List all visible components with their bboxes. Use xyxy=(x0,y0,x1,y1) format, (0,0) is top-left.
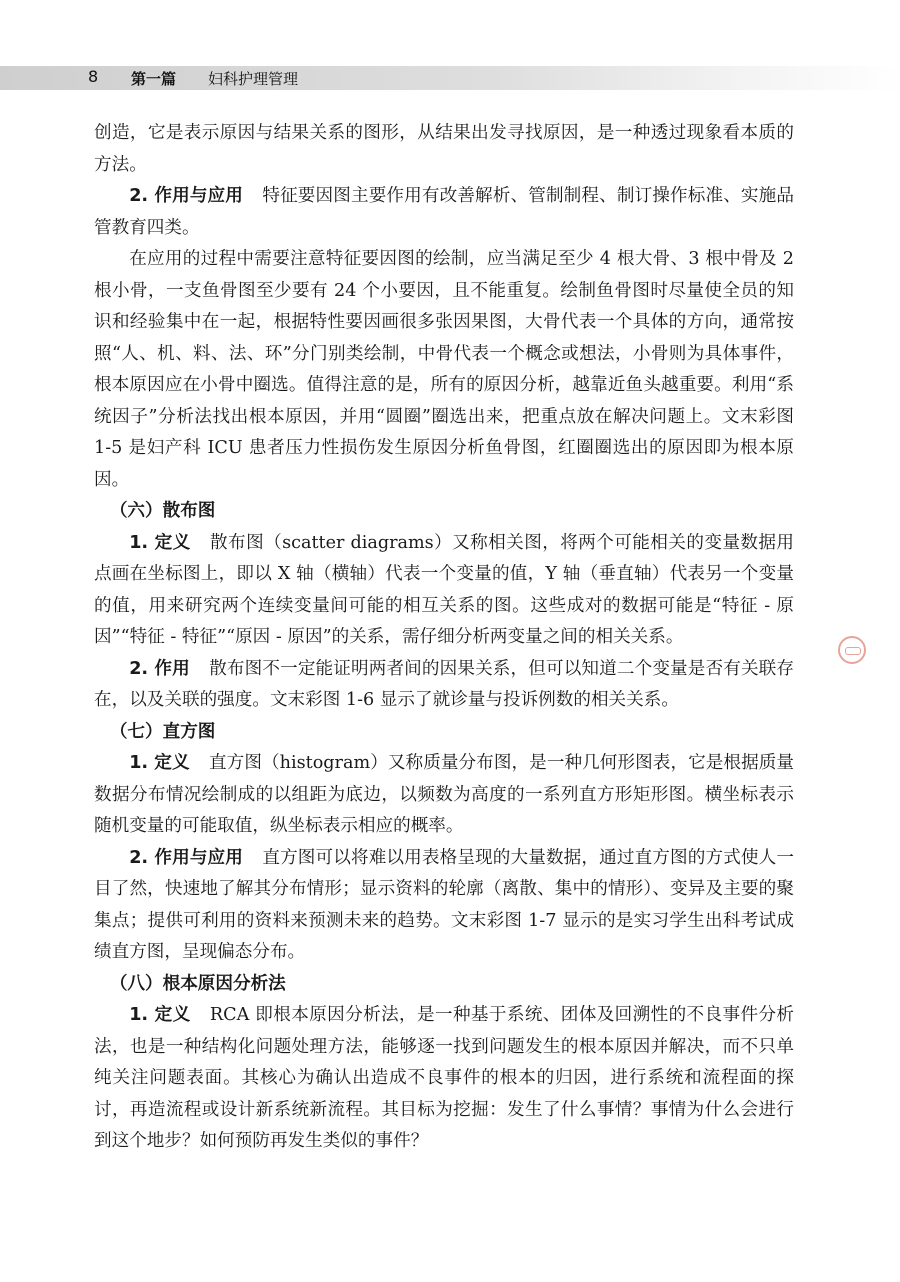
histogram-use-paragraph xyxy=(94,843,794,969)
histogram-use-lead: 2. 作用与应用 xyxy=(129,847,243,868)
scatter-use-paragraph xyxy=(94,654,794,717)
scatter-definition-paragraph xyxy=(94,528,794,654)
rca-definition-paragraph xyxy=(94,1000,794,1158)
scatter-definition-lead: 1. 定义 xyxy=(129,532,191,553)
part-label: 第一篇 xyxy=(131,70,177,88)
page-body xyxy=(94,118,794,1158)
fishbone-use-lead: 2. 作用与应用 xyxy=(129,186,243,206)
histogram-use-text: 直方图可以将难以用表格呈现的大量数据，通过直方图的方式使人一目了然，快速地了解其分布情形；显示资料的轮廓（离散、集中的情形）、变异及主要的聚集点；提供可利用的资料来预测未来的趋势。文末彩图 1-7 显示的是实习学生出科考试成绩直方图，呈现偏态分布。 xyxy=(94,847,794,962)
scatter-definition-text: 散布图（scatter diagrams）又称相关图，将两个可能相关的变量数据用点画在坐标图上，即以 X 轴（横轴）代表一个变量的值，Y 轴（垂直轴）代表另一个变量的值，用来研究两个连续变量间可能的相互关系的图。这些成对的数据可能是“特征 - 原因”“特征 - 特征”“原因 - 原因”的关系，需仔细分析两变量之间的相关关系。 xyxy=(94,532,794,647)
histogram-heading: （七）直方图 xyxy=(109,721,216,742)
scatter-use-text: 散布图不一定能证明两者间的因果关系，但可以知道二个变量是否有关联存在，以及关联的强度。文末彩图 1-6 显示了就诊量与投诉例数的相关关系。 xyxy=(94,658,794,710)
histogram-definition-text: 直方图（histogram）又称质量分布图，是一种几何形图表，它是根据质量数据分布情况绘制成的以组距为底边，以频数为高度的一系列直方形矩形图。横坐标表示随机变量的可能取值，纵坐标表示相应的概率。 xyxy=(94,753,794,836)
intro-paragraph: 创造，它是表示原因与结果关系的图形，从结果出发寻找原因，是一种透过现象看本质的方法。 xyxy=(94,123,794,175)
scatter-use-lead: 2. 作用 xyxy=(129,658,190,679)
chapter-title: 妇科护理管理 xyxy=(208,70,299,88)
fishbone-use-paragraph xyxy=(94,181,794,244)
fishbone-use-text: 特征要因图主要作用有改善解析、管制制程、制订操作标准、实施品管教育四类。 xyxy=(94,186,794,238)
page-number: 8 xyxy=(88,67,99,86)
rca-definition-lead: 1. 定义 xyxy=(129,1005,191,1025)
fishbone-application-paragraph: 在应用的过程中需要注意特征要因图的绘制，应当满足至少 4 根大骨、3 根中骨及 2 根小骨，一支鱼骨图至少要有 24 个小要因，且不能重复。绘制鱼骨图时尽量使全员的知识和经验集中在一起，根据特性要因画很多张因果图，大骨代表一个具体的方向，通常按照“人、机、料、法、环”分门别类绘制，中骨代表一个概念或想法，小骨则为具体事件，根本原因应在小骨中圈选。值得注意的是，所有的原因分析，越靠近鱼头越重要。利用“系统因子”分析法找出根本原因，并用“圆圈”圈选出来，把重点放在解决问题上。文末彩图 1-5 是妇产科 ICU 患者压力性损伤发生原因分析鱼骨图，红圈圈选出的原因即为根本原因。 xyxy=(94,249,794,490)
rca-definition-text: RCA 即根本原因分析法，是一种基于系统、团体及回溯性的不良事件分析法，也是一种结构化问题处理方法，能够逐一找到问题发生的根本原因并解决，而不只单纯关注问题表面。其核心为确认出造成不良事件的根本的归因，进行系统和流程面的探讨，再造流程或设计新系统新流程。其目标为挖掘：发生了什么事情？事情为什么会进行到这个地步？如何预防再发生类似的事件？ xyxy=(94,1005,794,1151)
running-header xyxy=(0,66,900,90)
scatter-heading: （六）散布图 xyxy=(109,501,216,521)
histogram-definition-paragraph xyxy=(94,748,794,843)
rca-heading: （八）根本原因分析法 xyxy=(109,973,286,994)
watermark-stamp-icon xyxy=(838,636,866,664)
histogram-definition-lead: 1. 定义 xyxy=(129,753,190,773)
